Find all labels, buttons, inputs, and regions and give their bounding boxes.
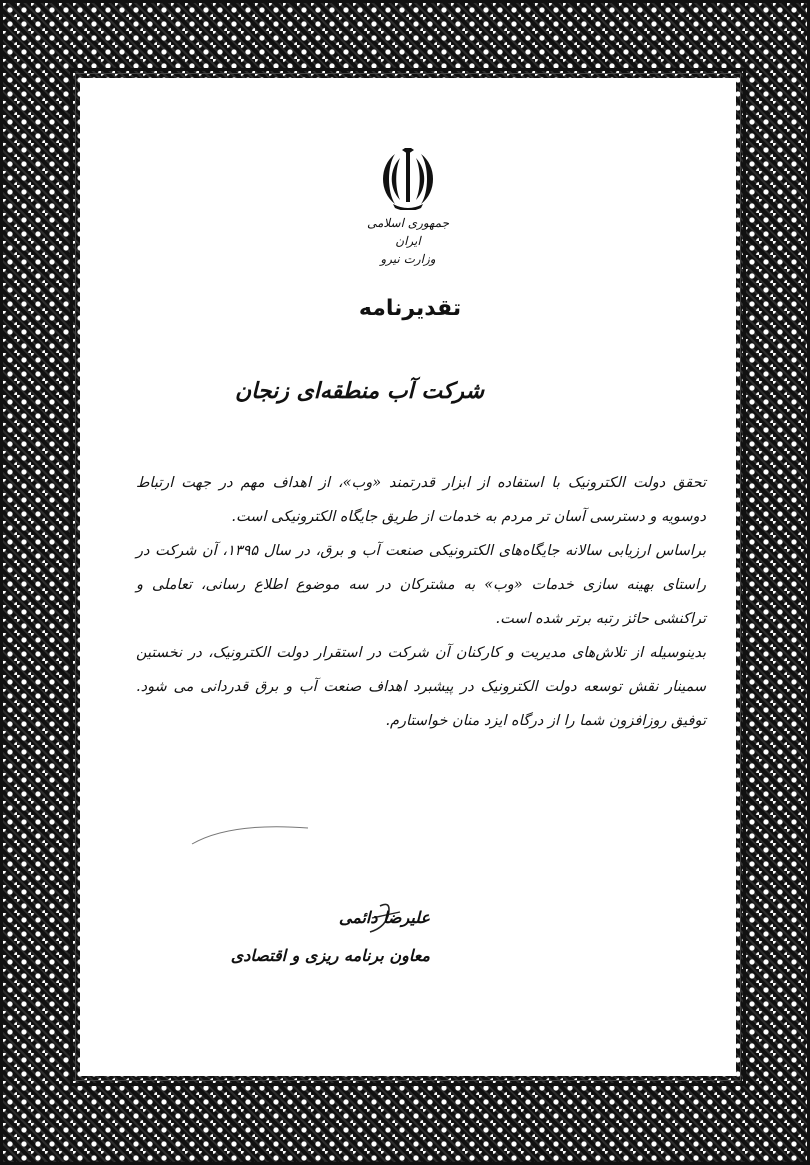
iran-emblem-icon xyxy=(375,148,441,210)
signatory-name: علیرضا دائمی xyxy=(338,908,430,927)
body-paragraph: براساس ارزیابی سالانه جایگاه‌های الکترونیکی صنعت آب و برق، در سال ۱۳۹۵، آن شرکت در راستای بهینه سازی خدمات «وب» به مشترکان در سه موضوع اطلاع رسانی، تعاملی و تراکنشی حائز رتبه برتر شده است. xyxy=(136,543,706,627)
document-title: تقدیرنامه xyxy=(358,296,462,321)
ministry-name: وزارت نیرو xyxy=(380,252,436,266)
certificate-paper xyxy=(80,78,736,1076)
pen-mark xyxy=(190,818,310,848)
country-name: جمهوری اسلامی ایران xyxy=(366,216,450,248)
signatory-position: معاون برنامه ریزی و اقتصادی xyxy=(230,946,430,965)
recipient-name: شرکت آب منطقه‌ای زنجان xyxy=(235,378,484,404)
body-paragraph: تحقق دولت الکترونیک با استفاده از ابزار قدرتمند «وب»، از اهداف مهم در جهت ارتباط دوسویه و دسترسی آسان تر مردم به خدمات از طریق جایگاه الکترونیکی است. xyxy=(136,475,706,525)
body-paragraph: بدینوسیله از تلاش‌های مدیریت و کارکنان آن شرکت در استقرار دولت الکترونیک، در نخستین سمینار نقش توسعه دولت الکترونیک در پیشبرد اهداف صنعت آب و برق قدردانی می شود. توفیق روزافزون شما را از درگاه ایزد منان خواستارم. xyxy=(136,645,706,729)
ministry-header xyxy=(360,148,456,288)
certificate-body xyxy=(136,466,706,738)
